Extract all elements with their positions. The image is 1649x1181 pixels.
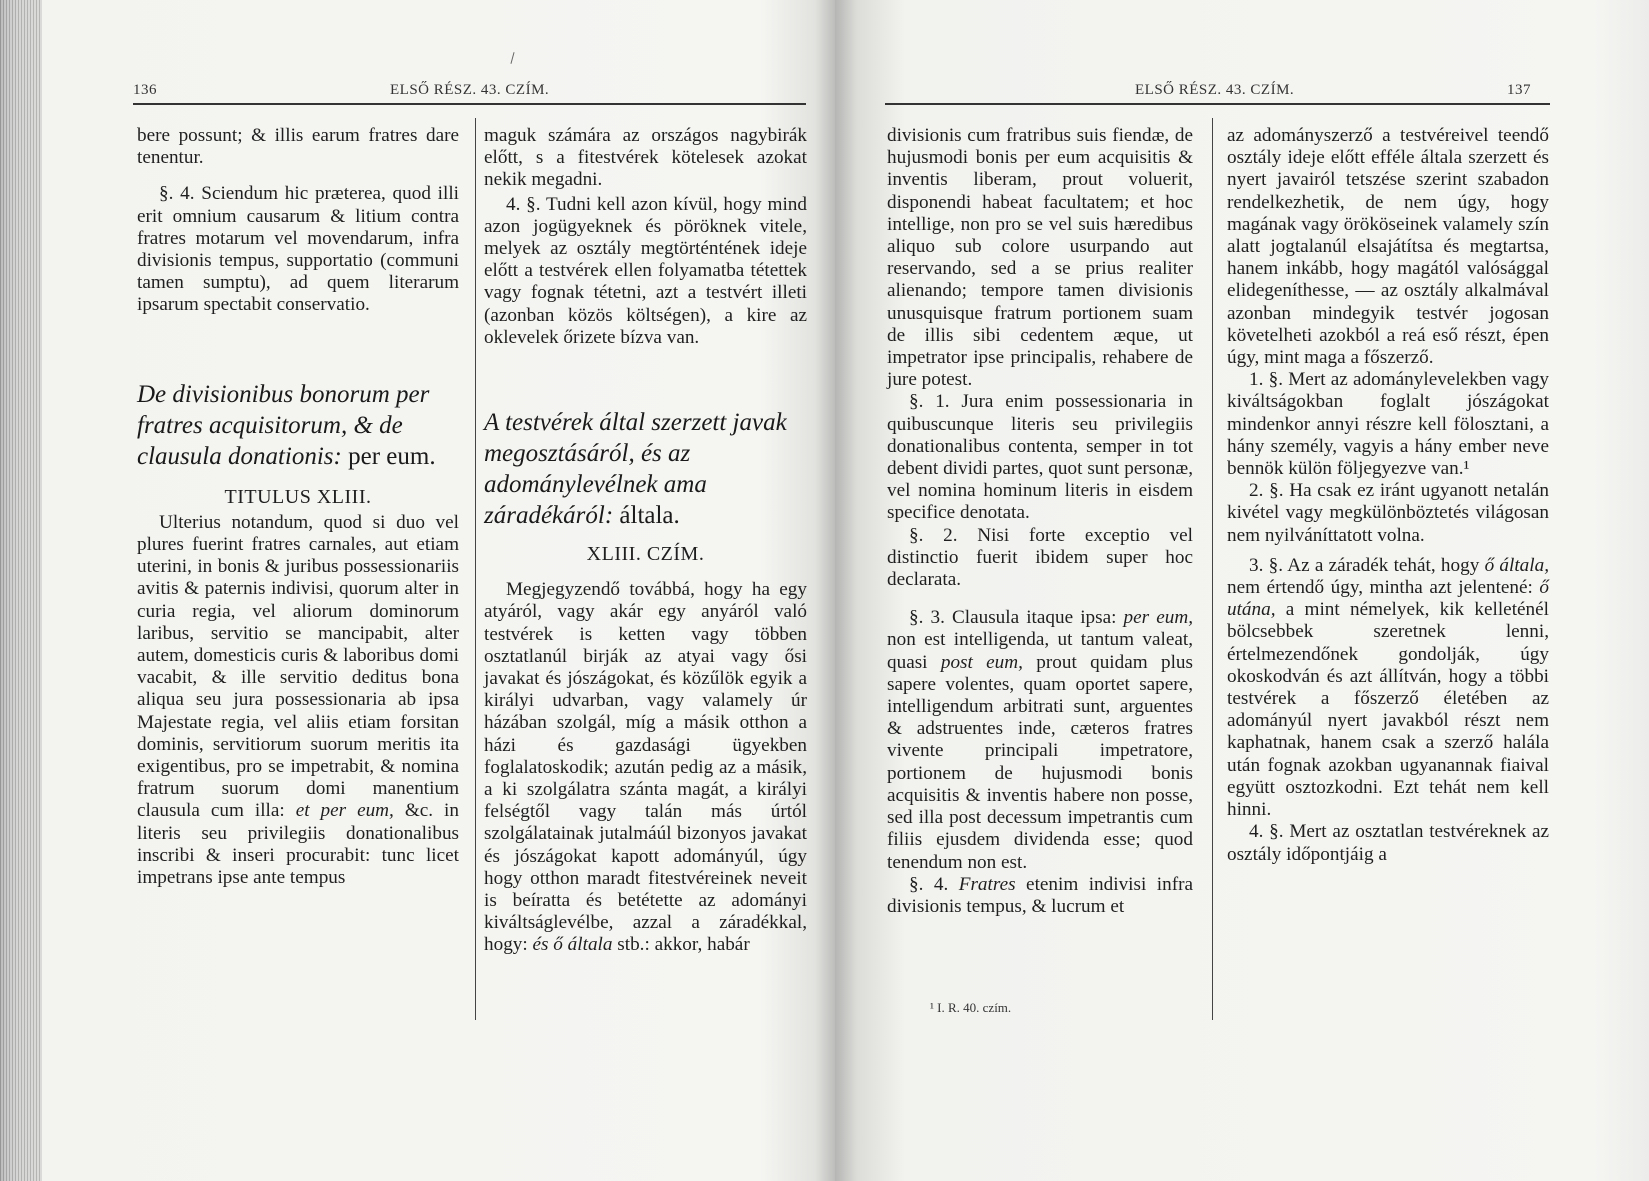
latin-r-para-5-italic: Fratres <box>958 873 1016 895</box>
hungarian-r-para-4-a: 3. §. Az a záradék tehát, hogy <box>1249 554 1485 576</box>
latin-title: TITULUS XLIII. <box>224 485 372 508</box>
hungarian-column-right <box>1227 125 1549 866</box>
latin-para-3 <box>137 512 459 889</box>
header-rule-left <box>133 103 806 105</box>
latin-section-heading <box>137 379 459 472</box>
page-number-left: 136 <box>133 82 157 98</box>
latin-para-3-italic: et per eum, <box>295 800 394 822</box>
latin-r-para-4 <box>887 607 1193 873</box>
running-head-right: ELSŐ RÉSZ. 43. CZÍM. <box>1135 82 1295 98</box>
hungarian-r-para-4 <box>1227 555 1549 821</box>
column-divider-left <box>475 118 476 1020</box>
latin-r-para-2: §. 1. Jura enim possessionaria in quibuscunque literis seu privilegiis donationalibus contenta, semper in tot debent dividi partes, quot sunt personæ, vel nomina hominum literis in eisdem specifice denotata. <box>887 391 1193 524</box>
hungarian-heading-italic: A testvérek által szerzett javak megosztásáról, és az adománylevélnek ama záradékáról: <box>484 409 787 530</box>
latin-column-right <box>887 125 1193 918</box>
latin-para-3-a: Ulterius notandum, quod si duo vel plures fuerint fratres carnales, aut etiam uterini, in bonis & juribus possessionariis avitis & paternis indivisi, quorum alter in curia regia, vel aliorum dominorum laribus, servitio se mancipabit, alter autem, domesticis curis & laboribus domi vacabit, & ille servitio deditus bona aliqua seu jura possessionaria ab ipsa Majestate regia, vel aliis etiam forsitan dominis, servitiorum suorum meritis ita exigentibus, pro se impetrabit, & nomina fratrum suorum domi manentium clausula cum illa: <box>137 511 459 822</box>
latin-r-para-4-a: §. 3. Clausula itaque ipsa: <box>909 607 1124 629</box>
hungarian-para-3-b: stb.: akkor, habár <box>612 934 750 956</box>
hungarian-para-3 <box>484 579 807 956</box>
hungarian-r-para-4-italic-2: ő utána, <box>1227 577 1549 621</box>
latin-para-1: bere possunt; & illis earum fratres dare tenentur. <box>137 125 459 169</box>
latin-r-para-5-b: etenim indivisi infra divisionis tempus, & lucrum et <box>887 873 1193 917</box>
latin-r-para-5-a: §. 4. <box>909 873 959 895</box>
latin-heading-roman: per eum. <box>341 442 436 470</box>
hungarian-r-para-4-italic-1: ő általa, <box>1484 554 1549 576</box>
latin-r-para-4-italic-2: post eum, <box>940 651 1023 673</box>
hungarian-column-left <box>484 125 807 957</box>
hungarian-heading-roman: általa. <box>613 502 680 530</box>
hungarian-r-para-3: 2. §. Ha csak ez iránt ugyanott netalán kivétel vagy megkülönböztetés világosan nem nyilváníttatott volna. <box>1227 480 1549 546</box>
hungarian-r-para-4-c: a mint némelyek, kik kelleténél bölcsebbek szeretnek lenni, értelmezendőnek gondolják, úgy okoskodván és azt állítván, hogy a többi testvérek a főszerző életében az adományúl nyert javakból részt nem kaphatnak, hanem csak a szerző halála után fognak azokban ugyanannak fiaival együtt osztozkodni. Ezt tehát nem kell hinni. <box>1227 599 1549 821</box>
page-edge <box>0 0 42 1181</box>
hungarian-para-3-italic: és ő általa <box>532 934 613 956</box>
latin-r-para-1: divisionis cum fratribus suis fiendæ, de hujusmodi bonis per eum acquisitis & inventis liberam, prout voluerit, disponendi habeat facultatem; et hoc intellige, non pro se vel suis hæredibus aliquo sub colore usurpando aut reservando, sed a se prius realiter alienando; tempore tamen divisionis unusquisque fratrum portionem suam de illis sibi cedentem æque, ut impetrator ipse principalis, rehabere de jure potest. <box>887 125 1193 391</box>
hungarian-section-heading <box>484 407 807 531</box>
footnote: ¹ I. R. 40. czím. <box>930 1000 1012 1015</box>
hungarian-r-para-5: 4. §. Mert az osztatlan testvéreknek az osztály időpontjáig a <box>1227 821 1549 865</box>
hungarian-para-2: 4. §. Tudni kell azon kívül, hogy mind azon jogügyeknek és pöröknek vitele, melyek az osztály megtörténtének ideje előtt a testvérek ellen folyamatba tétettek vagy fognak tétetni, azt a testvért illeti (azonban közös költségen), a kire az oklevelek őrizete bízva van. <box>484 193 807 348</box>
hungarian-para-1: maguk számára az országos nagybirák előtt, s a fitestvérek kötelesek azokat nekik megadni. <box>484 125 807 191</box>
latin-r-para-4-b: non est intelligenda, ut tantum valeat, quasi <box>887 629 1193 673</box>
mark <box>510 52 514 64</box>
hungarian-r-para-4-b: nem értendő úgy, mintha azt jelentené: <box>1227 577 1540 599</box>
hungarian-para-3-a: Megjegyzendő továbbá, hogy ha egy atyáról, vagy akár egy anyáról való testvérek is ketten vagy többen osztatlanúl birják az atyai vagy ősi javakat és jószágokat, és közűlök egyik a királyi udvarban, vagy valamely úr házában szolgál, míg a másik otthon a házi és gazdasági ügyekben foglalatoskodik; azután pedig az a másik, a ki szolgálatra szánta magát, a királyi felségtől vagy talán más úrtól szolgálatainak jutalmáúl bizonyos javakat és jószágokat kapott adományúl, úgy hogy otthon maradt fitestvéreinek neveit is beíratta és betétette az adományi kiváltságlevélbe, azzal a záradékkal, hogy: <box>484 579 807 956</box>
latin-r-para-3: §. 2. Nisi forte exceptio vel distinctio fuerit ibidem super hoc declarata. <box>887 524 1193 591</box>
latin-r-para-4-c: prout quidam plus sapere volentes, quam oportet sapere, intelligendum arbitrati sunt, arguentes & adstruentes inde, cæteros fratres vivente principali impetratore, portionem de hujusmodi bonis acquisitis & inventis habere non posse, sed illa post decessum impetrantis cum filiis ejusdem dividenda esse; quod tenendum non est. <box>887 651 1193 873</box>
header-rule-right <box>885 103 1550 105</box>
right-page <box>835 0 1649 1181</box>
latin-heading-italic: De divisionibus bonorum per fratres acquisitorum, & de clausula donationis: <box>137 380 430 470</box>
page-number-right: 137 <box>1507 82 1531 98</box>
latin-para-2: §. 4. Sciendum hic præterea, quod illi erit omnium causarum & litium contra fratres motarum vel movendarum, infra divisionis tempus, supportatio (communi tamen sumptu), ad quem literarum ipsarum spectabit conservatio. <box>137 183 459 316</box>
hungarian-r-para-1: az adományszerző a testvéreivel teendő osztály ideje előtt efféle általa szerzett és nyert javairól tetszése szerint szabadon rendelkezhetik, de nem úgy, hogy magának vagy örököseinek valamely szín alatt jogtalanúl elsajátítsa és megtartsa, hanem inkább, hogy magától valósággal elidegeníthesse, — az osztály alkalmával azonban mindegyik testvér jogosan követelheti azokból a reá eső részt, épen úgy, mint maga a főszerző. <box>1227 125 1549 369</box>
latin-r-para-4-italic-1: per eum, <box>1123 607 1193 629</box>
latin-column-left <box>137 125 459 889</box>
latin-para-3-b: &c. in literis seu privilegiis donationalibus inscribi & inseri procurabit: tunc licet impetrans ipse ante tempus <box>137 800 459 889</box>
latin-r-para-5 <box>887 874 1193 918</box>
column-divider-right <box>1212 118 1213 1020</box>
running-head-left: ELSŐ RÉSZ. 43. CZÍM. <box>390 82 550 98</box>
hungarian-r-para-2: 1. §. Mert az adománylevelekben vagy kiváltságokban foglalt jószágokat mindenkor annyi részre kell fölosztani, a hány személy, vagyis a hány ember neve bennök külön följegyezve van.¹ <box>1227 369 1549 480</box>
hungarian-title: XLIII. CZÍM. <box>586 543 705 566</box>
